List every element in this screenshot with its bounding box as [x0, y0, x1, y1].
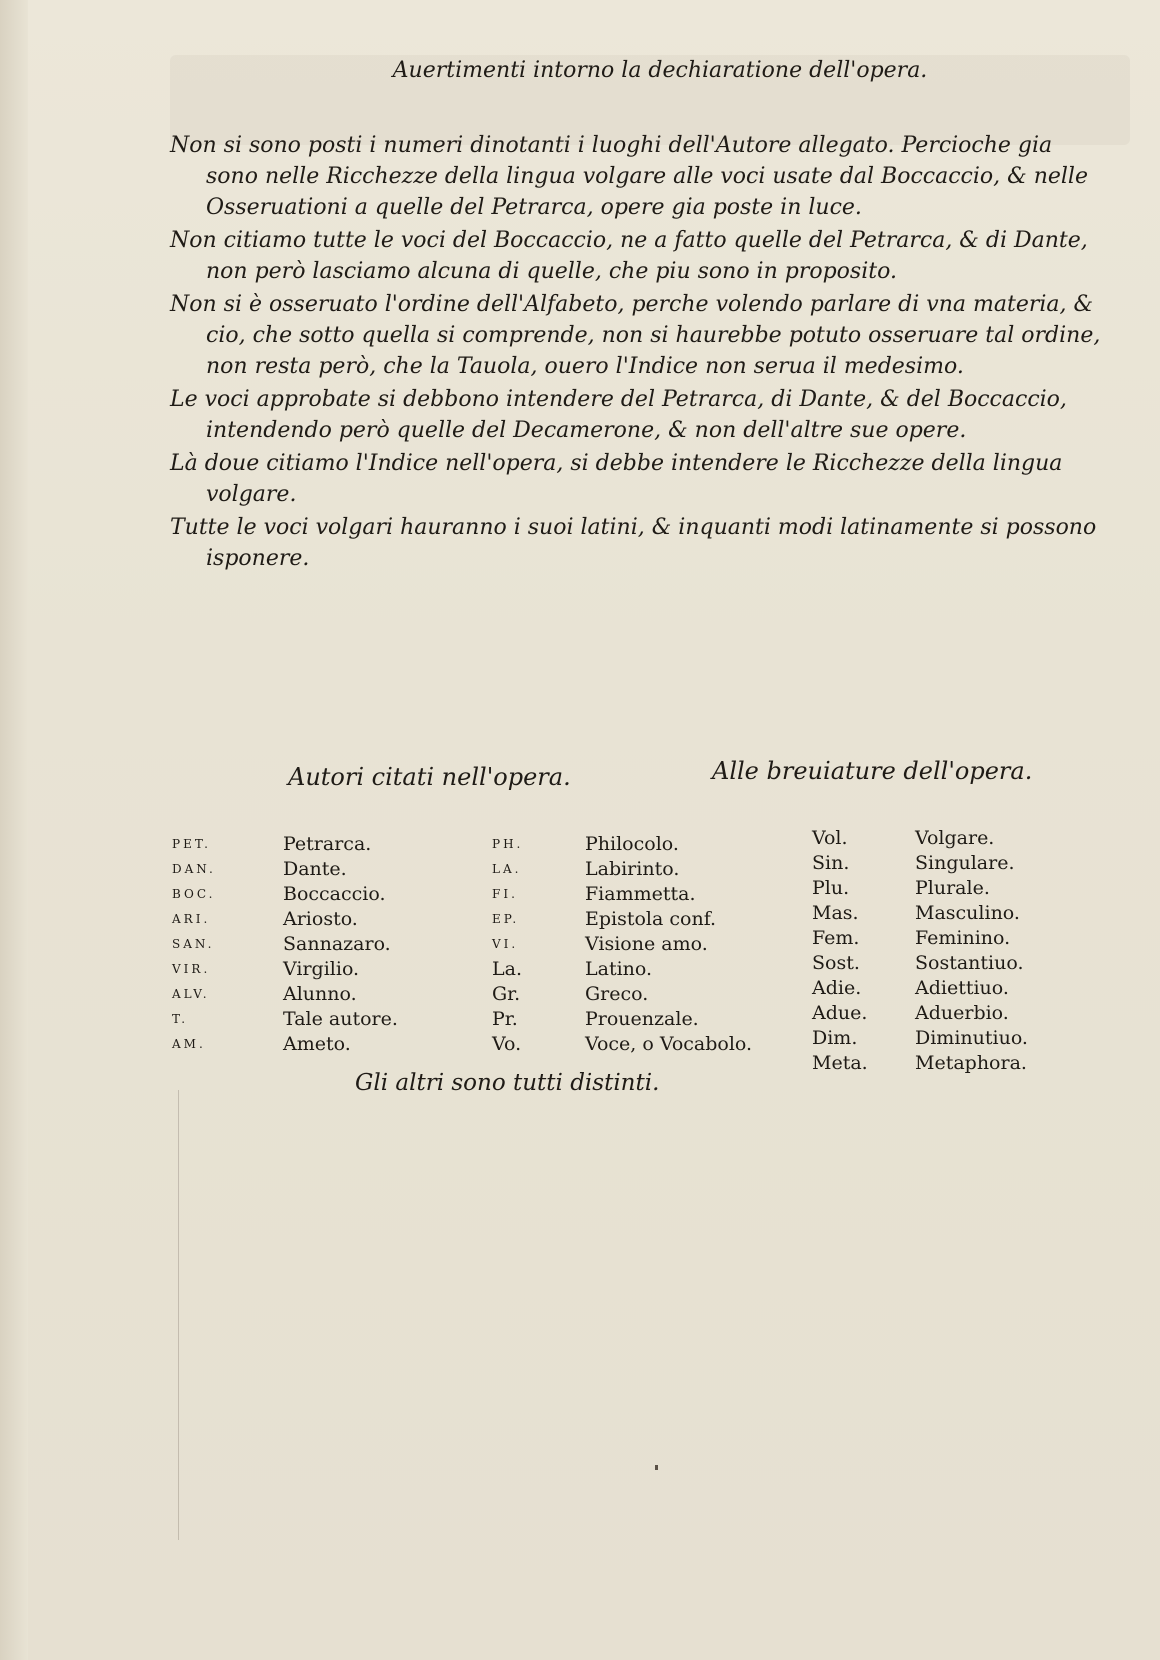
author-name: Ariosto. — [283, 908, 358, 930]
author-abbr: ARI. — [172, 912, 211, 926]
page-edge — [0, 0, 28, 1660]
authors-left-abbr-column — [172, 832, 216, 1057]
abbreviation-meaning: Diminutiuo. — [915, 1027, 1028, 1049]
authors-left-name-column — [283, 832, 398, 1057]
author-abbr: DAN. — [172, 862, 216, 876]
author-name: Greco. — [585, 983, 649, 1005]
header-title: Auertimenti intorno la dechiaratione dell'opera. — [392, 58, 928, 83]
author-name: Alunno. — [283, 983, 357, 1005]
abbreviation-key: Mas. — [812, 902, 859, 924]
author-name: Sannazaro. — [283, 933, 391, 955]
abbreviation-key: Vol. — [812, 827, 848, 849]
author-name: Philocolo. — [585, 833, 679, 855]
author-name: Ameto. — [283, 1033, 351, 1055]
abbreviation-key: Fem. — [812, 927, 860, 949]
abbreviation-key: Sin. — [812, 852, 850, 874]
author-abbr: VI. — [492, 937, 519, 951]
abbreviation-meaning: Metaphora. — [915, 1052, 1027, 1074]
author-name: Virgilio. — [283, 958, 360, 980]
authors-right-abbr-column — [492, 832, 523, 1057]
abbreviation-meaning: Feminino. — [915, 927, 1011, 949]
abbreviation-key: Adie. — [812, 977, 862, 999]
author-abbr: SAN. — [172, 937, 215, 951]
author-abbr: Pr. — [492, 1008, 518, 1030]
author-name: Boccaccio. — [283, 883, 386, 905]
note-3: Non si è osseruato l'ordine dell'Alfabeto, perche volendo parlare di vna materia, & cio, che sotto quella si comprende, non si haurebbe potuto osseruare tal ordine, non resta però, che la Tauola, ouero l'Indice non serua il medesimo. — [170, 292, 1101, 379]
abbreviation-key: Sost. — [812, 952, 860, 974]
abbreviation-meaning: Plurale. — [915, 877, 990, 899]
note-1: Non si sono posti i numeri dinotanti i luoghi dell'Autore allegato. Percioche gia sono nelle Ricchezze della lingua volgare alle voci usate dal Boccaccio, & nelle Osseruationi a quelle del Petrarca, opere gia poste in luce. — [170, 133, 1088, 220]
author-abbr: PET. — [172, 837, 211, 851]
note-2: Non citiamo tutte le voci del Boccaccio, ne a fatto quelle del Petrarca, & di Dante, non però lasciamo alcuna di quelle, che piu sono in proposito. — [170, 228, 1088, 284]
abbreviation-key: Meta. — [812, 1052, 868, 1074]
abbreviations-abbr-column — [812, 826, 868, 1076]
author-abbr: LA. — [492, 862, 522, 876]
author-abbr: PH. — [492, 837, 524, 851]
abbreviation-key: Adue. — [812, 1002, 868, 1024]
abbreviation-meaning: Sostantiuo. — [915, 952, 1024, 974]
author-name: Latino. — [585, 958, 653, 980]
author-abbr: FI. — [492, 887, 518, 901]
page-crease — [178, 1090, 179, 1540]
abbreviation-key: Plu. — [812, 877, 850, 899]
author-name: Epistola conf. — [585, 908, 717, 930]
abbreviation-key: Dim. — [812, 1027, 858, 1049]
author-abbr: BOC. — [172, 887, 216, 901]
abbreviation-meaning: Aduerbio. — [915, 1002, 1009, 1024]
author-name: Tale autore. — [283, 1008, 398, 1030]
closing-note: Gli altri sono tutti distinti. — [355, 1070, 660, 1096]
author-name: Visione amo. — [585, 933, 708, 955]
ink-mark — [655, 1465, 658, 1470]
author-abbr: AM. — [172, 1037, 206, 1051]
author-abbr: Vo. — [492, 1033, 522, 1055]
authors-heading: Autori citati nell'opera. — [288, 763, 571, 791]
note-5: Là doue citiamo l'Indice nell'opera, si debbe intendere le Ricchezze della lingua volgare. — [170, 451, 1063, 507]
abbreviation-meaning: Volgare. — [915, 827, 995, 849]
abbreviation-meaning: Masculino. — [915, 902, 1020, 924]
author-abbr: ALV. — [172, 987, 210, 1001]
author-name: Dante. — [283, 858, 347, 880]
note-4: Le voci approbate si debbono intendere del Petrarca, di Dante, & del Boccaccio, intendendo però quelle del Decamerone, & non dell'altre sue opere. — [170, 387, 1067, 443]
abbreviations-heading: Alle breuiature dell'opera. — [712, 757, 1033, 785]
author-name: Voce, o Vocabolo. — [585, 1033, 753, 1055]
author-abbr: T. — [172, 1012, 189, 1026]
author-name: Fiammetta. — [585, 883, 696, 905]
running-header — [0, 58, 1160, 83]
author-name: Labirinto. — [585, 858, 680, 880]
abbreviation-meaning: Singulare. — [915, 852, 1015, 874]
author-name: Petrarca. — [283, 833, 372, 855]
note-6: Tutte le voci volgari hauranno i suoi latini, & inquanti modi latinamente si possono isponere. — [170, 515, 1097, 571]
notes-list — [170, 130, 1110, 576]
abbreviation-meaning: Adiettiuo. — [915, 977, 1009, 999]
author-name: Prouenzale. — [585, 1008, 699, 1030]
author-abbr: Gr. — [492, 983, 521, 1005]
author-abbr: VIR. — [172, 962, 211, 976]
abbreviations-meaning-column — [915, 826, 1028, 1076]
author-abbr: EP. — [492, 912, 520, 926]
authors-right-name-column — [585, 832, 752, 1057]
author-abbr: La. — [492, 958, 522, 980]
